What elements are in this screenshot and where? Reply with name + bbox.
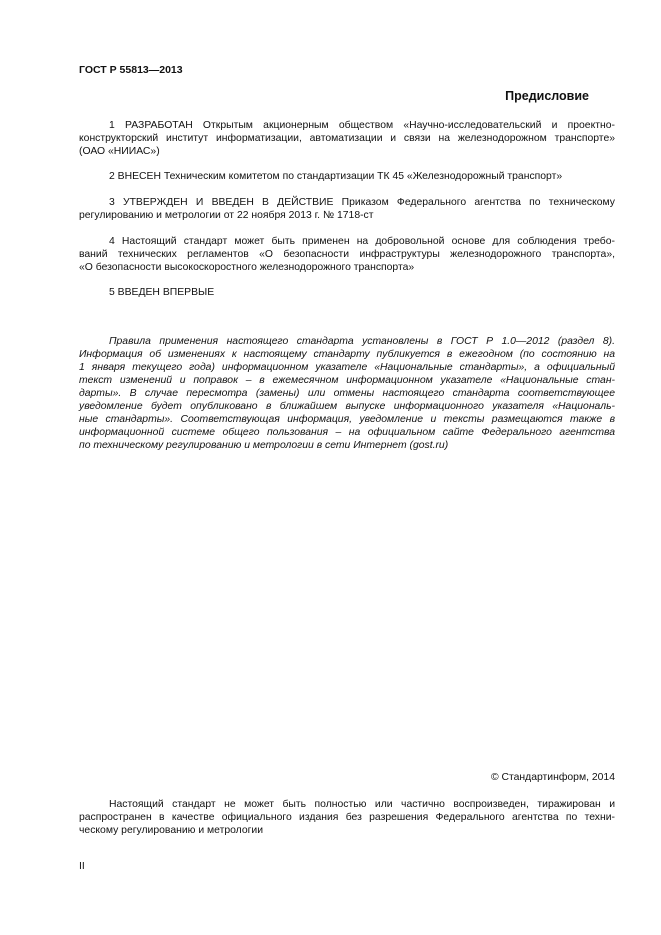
text-line: 1 РАЗРАБОТАН Открытым акционерным обществом «Научно-исследовательский и проектно- xyxy=(109,120,615,131)
text-line: текст изменений и поправок – в ежемесячном информационном указателе «Национальные стан- xyxy=(79,375,615,386)
standard-notice xyxy=(79,335,615,452)
text-line: 2 ВНЕСЕН Техническим комитетом по стандартизации ТК 45 «Железнодорожный транспорт» xyxy=(109,171,563,182)
text-line: 1 января текущего года) информационном указателе «Национальные стандарты», а официальный xyxy=(79,362,615,373)
text-line: распространен в качестве официального издания без разрешения Федерального агентства по техни- xyxy=(79,812,615,823)
text-line: информационной системе общего пользования – на официальном сайте Федерального агентства xyxy=(79,427,615,438)
item-developed-by xyxy=(79,119,615,158)
text-line: 4 Настоящий стандарт может быть применен на добровольной основе для соблюдения требо- xyxy=(109,236,615,247)
item-approved xyxy=(79,196,615,222)
text-line: ческому регулированию и метрологии xyxy=(79,825,264,836)
text-line: Настоящий стандарт не может быть полностью или частично воспроизведен, тиражирован и xyxy=(109,799,615,810)
text-line: конструкторский институт информатизации, автоматизации и связи на железнодорожном транспорте» xyxy=(79,133,615,144)
copyright: © Стандартинформ, 2014 xyxy=(490,772,615,783)
text-line: ные стандарты». Соответствующая информация, уведомление и тексты размещаются также в xyxy=(79,414,615,425)
text-line: 5 ВВЕДЕН ВПЕРВЫЕ xyxy=(109,287,215,298)
reproduction-notice xyxy=(79,798,615,837)
text-line: «О безопасности высокоскоростного железнодорожного транспорта» xyxy=(79,262,415,273)
item-first-introduced xyxy=(79,286,615,299)
text-line: (ОАО «НИИАС») xyxy=(79,146,160,157)
page-number: II xyxy=(79,861,85,872)
item-introduced-by xyxy=(79,170,615,183)
text-line: уведомление будет опубликовано в ближайшем выпуске информационного указателя «Националь- xyxy=(79,401,615,412)
text-line: 3 УТВЕРЖДЕН И ВВЕДЕН В ДЕЙСТВИЕ Приказом Федерального агентства по техническому xyxy=(109,197,615,208)
section-title: Предисловие xyxy=(505,89,589,103)
item-applicability xyxy=(79,235,615,274)
text-line: по техническому регулированию и метрологии в сети Интернет (gost.ru) xyxy=(79,440,449,451)
text-line: Правила применения настоящего стандарта установлены в ГОСТ Р 1.0—2012 (раздел 8). xyxy=(109,336,615,347)
text-line: дарты». В случае пересмотра (замены) или отмены настоящего стандарта соответствующее xyxy=(79,388,615,399)
document-id: ГОСТ Р 55813—2013 xyxy=(79,64,183,76)
text-line: регулированию и метрологии от 22 ноября 2013 г. № 1718-ст xyxy=(79,210,374,221)
text-line: Информация об изменениях к настоящему стандарту публикуется в ежегодном (по состоянию на xyxy=(79,349,615,360)
text-line: ваний технических регламентов «О безопасности инфраструктуры железнодорожного транспорта», xyxy=(79,249,615,260)
